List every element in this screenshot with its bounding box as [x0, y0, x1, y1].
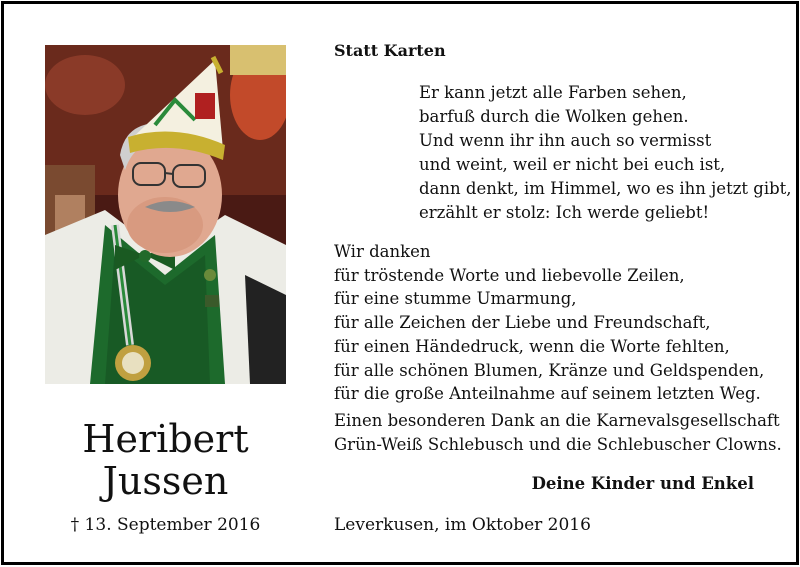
place-date: Leverkusen, im Oktober 2016	[334, 515, 591, 535]
portrait-photo	[45, 45, 286, 384]
death-date: † 13. September 2016	[70, 515, 261, 535]
poem-line: Und wenn ihr ihn auch so vermisst	[419, 131, 712, 150]
special-thanks	[334, 409, 782, 457]
special-thanks-line: Grün-Weiß Schlebusch und die Schlebuscher Clowns.	[334, 435, 782, 454]
poem-line: dann denkt, im Himmel, wo es ihn jetzt gibt,	[419, 179, 792, 198]
poem-line: Er kann jetzt alle Farben sehen,	[419, 83, 687, 102]
special-thanks-line: Einen besonderen Dank an die Karnevalsgesellschaft	[334, 411, 780, 430]
thanks-block	[334, 240, 764, 406]
deceased-first-name: Heribert	[82, 417, 249, 461]
poem	[419, 81, 792, 225]
thanks-line: für tröstende Worte und liebevolle Zeilen,	[334, 265, 685, 285]
thanks-line: für eine stumme Umarmung,	[334, 289, 577, 309]
thanks-line: Wir danken	[334, 242, 431, 261]
poem-line: erzählt er stolz: Ich werde geliebt!	[419, 203, 710, 222]
obituary-card	[1, 1, 799, 565]
poem-line: barfuß durch die Wolken gehen.	[419, 107, 689, 126]
poem-line: und weint, weil er nicht bei euch ist,	[419, 155, 726, 174]
signoff: Deine Kinder und Enkel	[531, 474, 754, 493]
thanks-line: für alle schönen Blumen, Kränze und Geldspenden,	[334, 360, 765, 380]
deceased-last-name: Jussen	[102, 459, 229, 503]
thanks-line: für einen Händedruck, wenn die Worte fehlten,	[334, 336, 730, 356]
thanks-line: für die große Anteilnahme auf seinem letzten Weg.	[334, 384, 761, 404]
header-text: Statt Karten	[334, 41, 446, 60]
thanks-line: für alle Zeichen der Liebe und Freundschaft,	[334, 313, 711, 333]
